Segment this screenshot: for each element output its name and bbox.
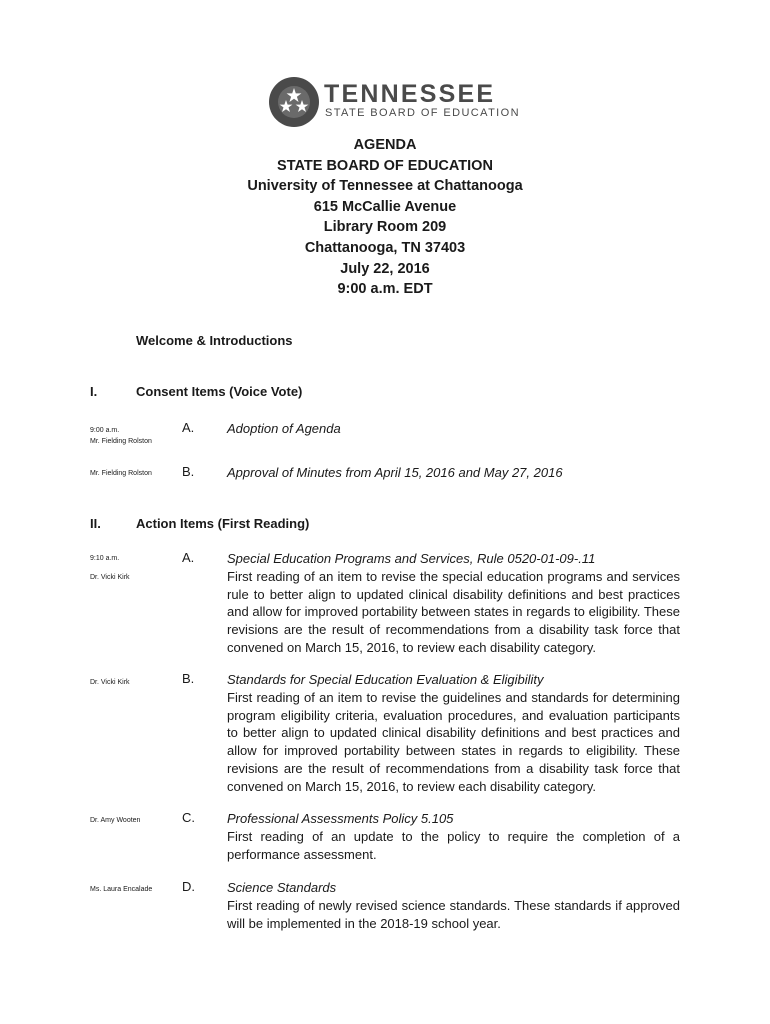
item-description: First reading of an item to revise the guidelines and standards for determining program eligibility criteria, evaluation procedures, and evaluation participants to better align to updated clinical disability definitions and best practices and allow for improved portability between states in regards to eligibility. These revisions are the result of recommendations from a disability task force that convened on March 15, 2016, to review each disability category. [227, 689, 680, 794]
agenda-item [227, 464, 680, 482]
item-description: First reading of an update to the policy to require the completion of a performance assessment. [227, 828, 680, 862]
agenda-header [0, 135, 770, 300]
item-title: Science Standards [227, 880, 337, 895]
logo-subtitle: STATE BOARD OF EDUCATION [325, 107, 520, 119]
venue-name: University of Tennessee at Chattanooga [247, 178, 523, 195]
item-letter: B. [182, 464, 195, 479]
agenda-title: AGENDA [353, 137, 417, 153]
item-letter: C. [182, 810, 195, 825]
section-title: Consent Items (Voice Vote) [136, 384, 303, 399]
welcome-heading: Welcome & Introductions [136, 333, 293, 348]
item-time: 9:10 a.m. [90, 555, 120, 562]
tennessee-sbe-logo [268, 76, 520, 126]
item-presenter: Ms. Laura Encalade [90, 886, 153, 893]
agenda-item [227, 671, 680, 796]
meeting-date: July 22, 2016 [340, 260, 430, 277]
section-numeral: I. [90, 384, 98, 399]
item-title: Professional Assessments Policy 5.105 [227, 811, 454, 826]
venue-street: 615 McCallie Avenue [313, 198, 457, 215]
section-numeral: II. [90, 516, 101, 531]
logo-title: TENNESSEE [324, 80, 496, 108]
item-description: First reading of an item to revise the special education programs and services rule to better align to updated clinical disability definitions and best practices and allow for improved portability between states in regards to eligibility. These revisions are the result of recommendations from a disability task force that convened on March 15, 2016, to review each disability category. [227, 568, 680, 655]
item-presenter: Dr. Amy Wooten [90, 817, 141, 824]
agenda-item [227, 550, 680, 657]
item-title: Special Education Programs and Services, Rule 0520-01-09-.11 [227, 551, 596, 566]
item-presenter: Dr. Vicki Kirk [90, 679, 130, 686]
item-letter: A. [182, 550, 195, 565]
meeting-time: 9:00 a.m. EDT [337, 281, 433, 298]
item-letter: B. [182, 671, 195, 686]
item-title: Standards for Special Education Evaluation & Eligibility [227, 672, 544, 687]
item-time: 9:00 a.m. [90, 427, 120, 434]
item-title: Adoption of Agenda [227, 421, 341, 436]
item-presenter: Mr. Fielding Rolston [90, 470, 152, 477]
item-presenter: Mr. Fielding Rolston [90, 438, 152, 445]
section-title: Action Items (First Reading) [136, 516, 310, 531]
venue-city: Chattanooga, TN 37403 [304, 239, 466, 256]
item-title: Approval of Minutes from April 15, 2016 and May 27, 2016 [227, 465, 563, 480]
item-presenter: Dr. Vicki Kirk [90, 574, 130, 581]
venue-room: Library Room 209 [323, 219, 447, 236]
item-letter: D. [182, 879, 195, 894]
item-letter: A. [182, 420, 195, 435]
agenda-item [227, 810, 680, 863]
tri-star-seal-icon [268, 76, 320, 128]
board-name: STATE BOARD OF EDUCATION [277, 157, 493, 174]
agenda-item [227, 420, 680, 438]
item-description: First reading of newly revised science standards. These standards if approved will be implemented in the 2018-19 school year. [227, 897, 680, 931]
agenda-item [227, 879, 680, 932]
